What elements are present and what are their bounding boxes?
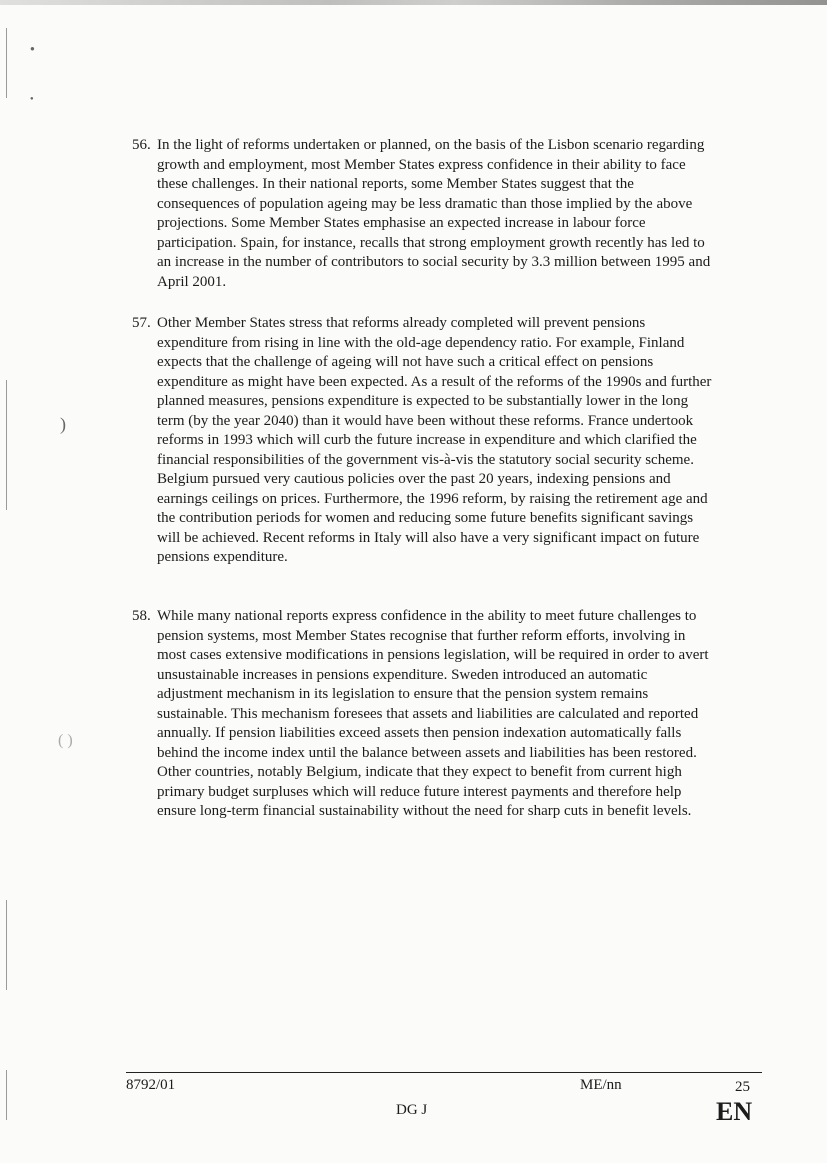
footer-rule	[126, 1072, 762, 1073]
paragraph-text: In the light of reforms undertaken or planned, on the basis of the Lisbon scenario regarding growth and employment, most Member States express confidence in their ability to face these challenges. In their national reports, some Member States suggest that the consequences of population ageing may be less dramatic than those implied by the above projections. Some Member States emphasise an expected increase in labour force participation. Spain, for instance, recalls that strong employment growth recently has led to an increase in the number of contributors to social security by 3.3 million between 1995 and April 2001.	[157, 137, 711, 290]
paragraph-56	[132, 136, 712, 292]
paragraph-text: Other Member States stress that reforms already completed will prevent pensions expenditure from rising in line with the old-age dependency ratio. For example, Finland expects that the challenge of ageing will not have such a critical effect on pensions expenditure as might have been expected. As a result of the reforms of the 1990s and further planned measures, pensions expenditure is expected to be substantially lower in the long term (by the year 2040) than it would have been without these reforms. France undertook reforms in 1993 which will curb the future increase in expenditure and which clarified the financial responsibilities of the government vis-à-vis the statutory social security scheme. Belgium pursued very cautious policies over the past 20 years, indexing pensions and earnings ceilings on prices. Furthermore, the 1996 reform, by raising the retirement age and the contribution periods for women and reducing some future benefits significant savings will be achieved. Recent reforms in Italy will also have a very significant impact on future pensions expenditure.	[157, 315, 712, 565]
punch-hole-mark: ●	[30, 44, 35, 53]
scan-margin-line	[6, 900, 7, 990]
scan-margin-line	[6, 380, 7, 510]
footer-language: EN	[716, 1097, 753, 1126]
footer-doc-number: 8792/01	[126, 1077, 176, 1093]
paragraph-58	[132, 607, 712, 822]
paragraph-number: 56.	[132, 137, 151, 153]
punch-hole-mark: )	[60, 414, 66, 434]
punch-hole-mark: ( )	[58, 732, 73, 749]
punch-hole-mark: ●	[30, 96, 34, 102]
paragraph-number: 57.	[132, 315, 151, 331]
paragraph-number: 58.	[132, 608, 151, 624]
footer-page-number: 25	[735, 1079, 750, 1095]
scan-top-edge	[0, 0, 827, 5]
footer-directorate: DG J	[396, 1102, 428, 1118]
paragraph-text: While many national reports express confidence in the ability to meet future challenges to pension systems, most Member States recognise that further reform efforts, involving in most cases extensive modifications in pensions legislation, will be required in order to avert unsustainable increases in pensions expenditure. Sweden introduced an automatic adjustment mechanism in its legislation to ensure that the pension system remains sustainable. This mechanism foresees that assets and liabilities are calculated and reported annually. If pension liabilities exceed assets then pension indexation automatically falls behind the income index until the balance between assets and liabilities has been restored. Other countries, notably Belgium, indicate that they expect to benefit from current high primary budget surpluses which will reduce future interest payments and therefore help ensure long-term financial sustainability without the need for sharp cuts in benefit levels.	[157, 608, 709, 819]
footer-initials: ME/nn	[580, 1077, 622, 1093]
scan-margin-line	[6, 28, 7, 98]
scan-margin-line	[6, 1070, 7, 1120]
paragraph-57	[132, 314, 712, 568]
